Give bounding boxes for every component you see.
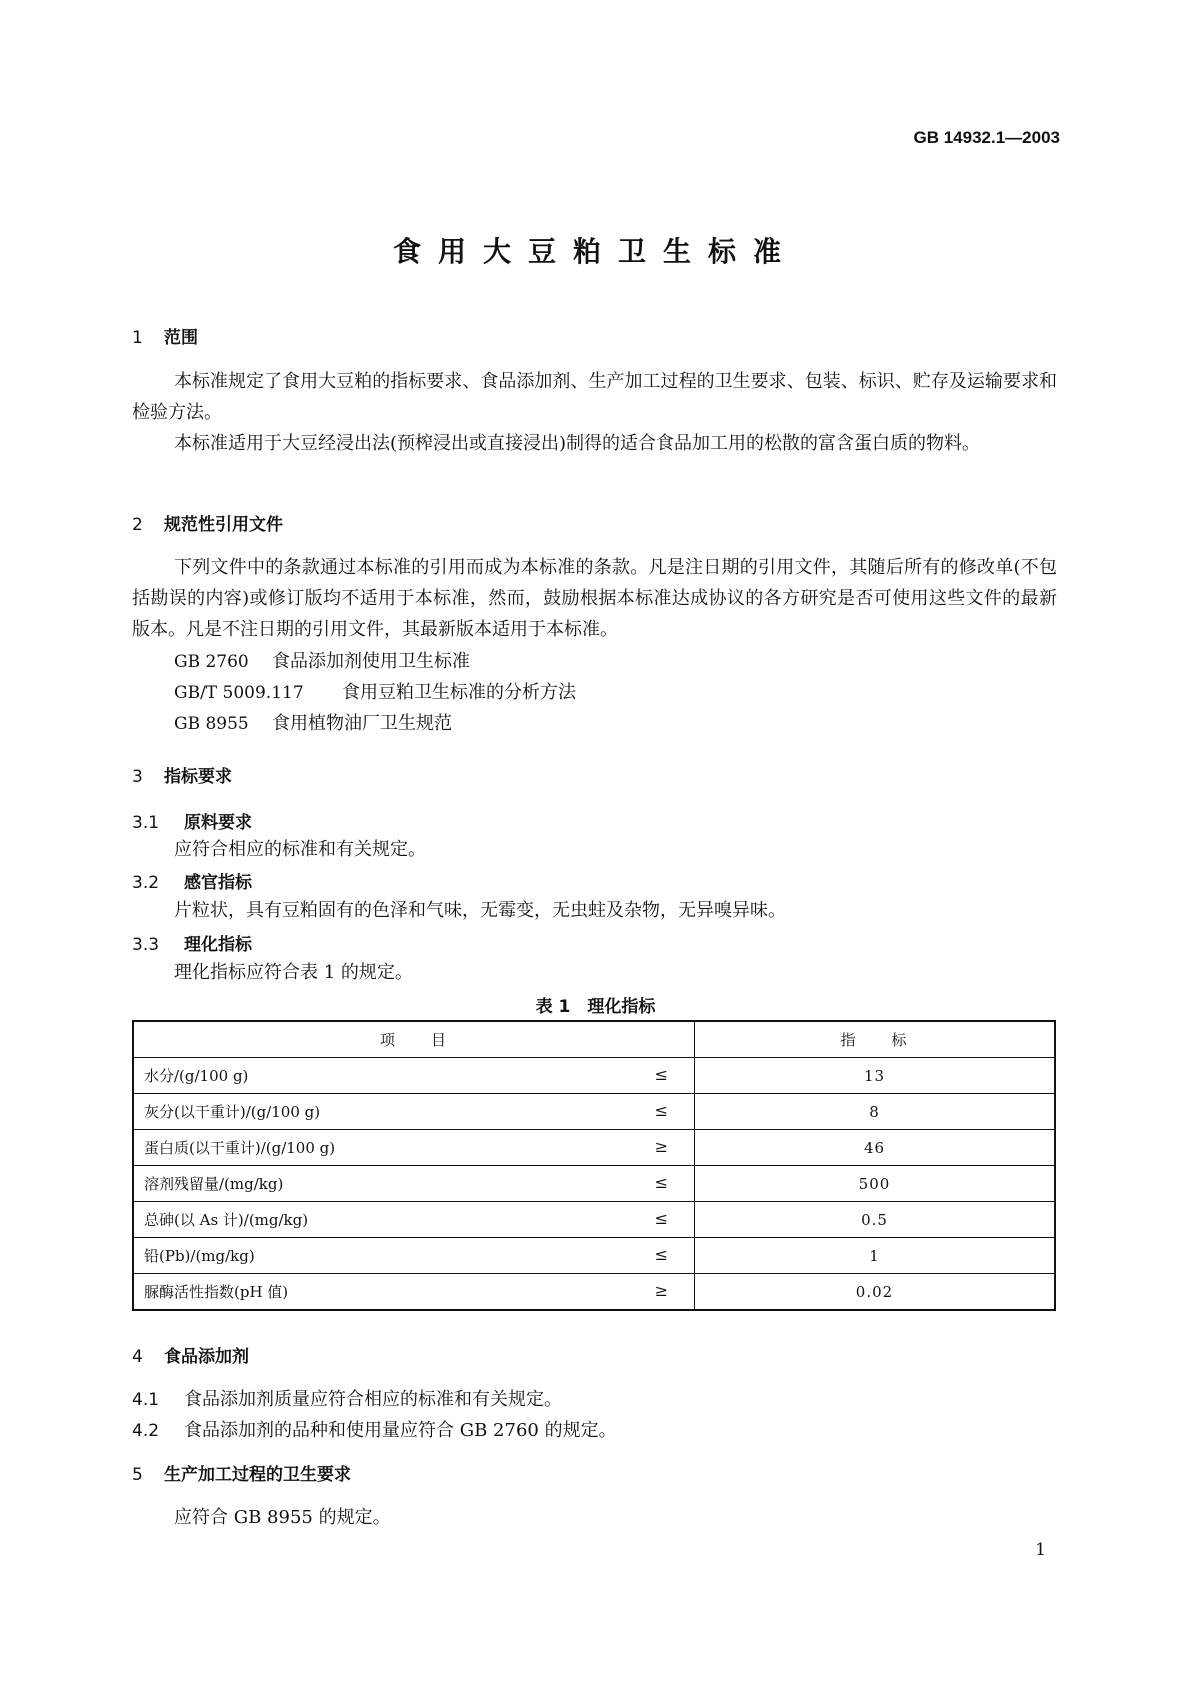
reference-item xyxy=(174,708,974,740)
relation-symbol: ≥ xyxy=(654,1137,668,1156)
row-value: 13 xyxy=(695,1058,1056,1094)
subsection-number: 4.2 xyxy=(132,1421,160,1441)
subsection-3-3-heading xyxy=(132,930,252,955)
reference-name: 食品添加剂使用卫生标准 xyxy=(272,651,470,672)
item-label: 脲酶活性指数(pH 值) xyxy=(144,1283,289,1301)
table-row xyxy=(133,1094,1055,1130)
subsection-text: 食品添加剂的品种和使用量应符合 GB 2760 的规定。 xyxy=(184,1420,617,1441)
section-number: 3 xyxy=(132,767,143,787)
row-item xyxy=(133,1094,695,1130)
row-item xyxy=(133,1274,695,1311)
table-caption: 表 1 理化指标 xyxy=(535,997,656,1017)
header-value: 指 标 xyxy=(695,1021,1056,1058)
subsection-3-1-text: 应符合相应的标准和有关规定。 xyxy=(174,839,426,860)
paragraph: 本标准规定了食用大豆粕的指标要求、食品添加剂、生产加工过程的卫生要求、包装、标识、贮存及运输要求和检验方法。 xyxy=(132,371,1057,423)
row-value: 1 xyxy=(695,1238,1056,1274)
reference-name: 食用豆粕卫生标准的分析方法 xyxy=(342,682,576,703)
section-3-heading xyxy=(132,762,232,787)
row-value: 500 xyxy=(695,1166,1056,1202)
table-row xyxy=(133,1130,1055,1166)
subsection-number: 3.2 xyxy=(132,873,160,893)
section-number: 5 xyxy=(132,1465,143,1485)
item-label: 水分/(g/100 g) xyxy=(144,1067,249,1085)
subsection-number: 3.1 xyxy=(132,813,160,833)
physicochemical-table xyxy=(132,1020,1056,1311)
section-4-heading xyxy=(132,1342,249,1367)
section-1-heading xyxy=(132,323,198,348)
item-label: 灰分(以干重计)/(g/100 g) xyxy=(144,1103,321,1121)
paragraph: 下列文件中的条款通过本标准的引用而成为本标准的条款。凡是注日期的引用文件，其随后所有的修改单(不包括勘误的内容)或修订版均不适用于本标准，然而，鼓励根据本标准达成协议的各方研究是否可使用这些文件的最新版本。凡是不注日期的引用文件，其最新版本适用于本标准。 xyxy=(132,557,1057,640)
section-title: 范围 xyxy=(164,328,198,348)
section-5-text: 应符合 GB 8955 的规定。 xyxy=(174,1507,391,1528)
section-number: 1 xyxy=(132,328,143,348)
page-number: 1 xyxy=(1035,1540,1046,1560)
subsection-3-2-text: 片粒状，具有豆粕固有的色泽和气味，无霉变，无虫蛀及杂物，无异嗅异味。 xyxy=(174,900,786,921)
reference-code: GB 2760 xyxy=(174,652,249,672)
row-value: 46 xyxy=(695,1130,1056,1166)
relation-symbol: ≤ xyxy=(654,1101,668,1120)
document-title: 食用大豆粕卫生标准 xyxy=(392,235,798,268)
section-2-heading xyxy=(132,510,283,535)
section-title: 规范性引用文件 xyxy=(164,515,283,535)
subsection-title: 原料要求 xyxy=(184,813,252,833)
row-item xyxy=(133,1202,695,1238)
table-row xyxy=(133,1058,1055,1094)
subsection-3-3-text: 理化指标应符合表 1 的规定。 xyxy=(174,962,413,983)
table-row xyxy=(133,1238,1055,1274)
reference-code: GB/T 5009.117 xyxy=(174,683,304,703)
subsection-text: 食品添加剂质量应符合相应的标准和有关规定。 xyxy=(184,1389,562,1410)
subsection-title: 感官指标 xyxy=(184,873,252,893)
paragraph: 本标准适用于大豆经浸出法(预榨浸出或直接浸出)制得的适合食品加工用的松散的富含蛋白质的物料。 xyxy=(174,433,981,454)
subsection-4-1 xyxy=(132,1384,1032,1416)
item-label: 溶剂残留量/(mg/kg) xyxy=(144,1175,284,1193)
relation-symbol: ≥ xyxy=(654,1281,668,1300)
section-number: 2 xyxy=(132,515,143,535)
row-item xyxy=(133,1166,695,1202)
table-header-row xyxy=(133,1021,1055,1058)
subsection-4-2 xyxy=(132,1415,1032,1447)
row-item xyxy=(133,1058,695,1094)
table-row xyxy=(133,1166,1055,1202)
row-value: 8 xyxy=(695,1094,1056,1130)
subsection-number: 4.1 xyxy=(132,1390,160,1410)
item-label: 铅(Pb)/(mg/kg) xyxy=(144,1247,255,1265)
reference-item xyxy=(174,677,974,709)
subsection-title: 理化指标 xyxy=(184,935,252,955)
subsection-3-1-heading xyxy=(132,808,252,833)
row-item xyxy=(133,1130,695,1166)
section-5-heading xyxy=(132,1460,351,1485)
reference-name: 食用植物油厂卫生规范 xyxy=(272,713,452,734)
reference-code: GB 8955 xyxy=(174,714,249,734)
item-label: 总砷(以 As 计)/(mg/kg) xyxy=(144,1211,309,1229)
section-number: 4 xyxy=(132,1347,143,1367)
item-label: 蛋白质(以干重计)/(g/100 g) xyxy=(144,1139,336,1157)
relation-symbol: ≤ xyxy=(654,1065,668,1084)
section-2-body xyxy=(132,552,1057,645)
section-title: 生产加工过程的卫生要求 xyxy=(164,1465,351,1485)
reference-item xyxy=(174,646,974,678)
section-title: 食品添加剂 xyxy=(164,1347,249,1367)
table-row xyxy=(133,1202,1055,1238)
relation-symbol: ≤ xyxy=(654,1209,668,1228)
subsection-3-2-heading xyxy=(132,868,252,893)
section-1-body xyxy=(132,366,1057,459)
relation-symbol: ≤ xyxy=(654,1245,668,1264)
row-value: 0.02 xyxy=(695,1274,1056,1311)
table-row xyxy=(133,1274,1055,1311)
section-title: 指标要求 xyxy=(164,767,232,787)
row-item xyxy=(133,1238,695,1274)
relation-symbol: ≤ xyxy=(654,1173,668,1192)
row-value: 0.5 xyxy=(695,1202,1056,1238)
header-item: 项 目 xyxy=(133,1021,695,1058)
standard-code: GB 14932.1—2003 xyxy=(913,128,1060,147)
subsection-number: 3.3 xyxy=(132,935,160,955)
